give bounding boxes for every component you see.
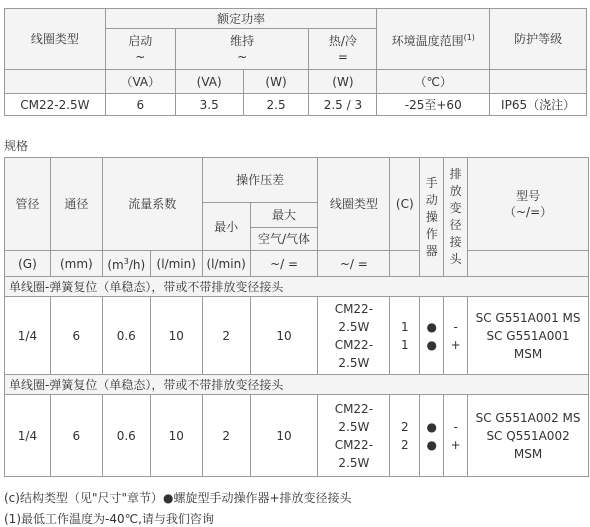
spec-table [4,157,589,477]
hold-header: 维持 ~ [175,29,309,70]
manual-cell: ● ● [420,395,444,477]
unit-tilde-coil: ~/ = [318,251,390,277]
model-cell: SC G551A002 MS SC Q551A002 MSM [468,395,589,477]
spec-label: 规格 [4,139,29,153]
protection-header: 防护等级 [490,9,587,70]
max-cell: 10 [250,297,318,375]
row-coil: CM22-2.5W [5,94,106,116]
coil-type-header: 线圈类型 [5,9,106,70]
footnote-temperature: (1)最低工作温度为-40℃,请与我们咨询 [4,512,214,526]
min-header: 最小 [202,203,250,251]
ambient-temp-header: 环境温度范围$^{(1)}$ [377,9,490,70]
model-header: 型号 （~/=） [468,158,589,251]
min-cell: 2 [202,395,250,477]
rated-power-header: 额定功率 [105,9,377,29]
flow-lmin-cell: 10 [150,297,202,375]
min-cell: 2 [202,297,250,375]
flow-lmin-cell: 10 [150,395,202,477]
row-hold-w: 2.5 [243,94,309,116]
bore-header: 通径 [50,158,102,251]
c-cell: 2 2 [390,395,420,477]
row-start: 6 [105,94,175,116]
flow-m3h-cell: 0.6 [102,395,150,477]
pipe-cell: 1/4 [5,395,51,477]
unit-tilde-max: ~/ = [250,251,318,277]
coil-type-header2: 线圈类型 [318,158,390,251]
unit-g: (G) [5,251,51,277]
exhaust-header: 排 放 变 径 接 头 [444,158,468,277]
unit-m3h: $(m^3/h)$ [102,251,150,277]
max-cell: 10 [250,395,318,477]
unit-va-hold: (VA) [175,70,243,94]
exhaust-cell: - + [444,395,468,477]
hotcold-header: 热/冷 = [309,29,377,70]
coil-cell: CM22- 2.5W CM22- 2.5W [318,395,390,477]
pipe-cell: 1/4 [5,297,51,375]
manual-cell: ● ● [420,297,444,375]
unit-w-hold: (W) [243,70,309,94]
bore-cell: 6 [50,297,102,375]
rated-power-table [4,8,587,116]
c-header: (C) [390,158,420,251]
start-header: 启动 ~ [105,29,175,70]
unit-w-hotcold: (W) [309,70,377,94]
row-ambient: -25至+60 [377,94,490,116]
c-cell: 1 1 [390,297,420,375]
model-cell: SC G551A001 MS SC G551A001 MSM [468,297,589,375]
unit-mm: (mm) [50,251,102,277]
row-hold-va: 3.5 [175,94,243,116]
air-gas-header: 空气/气体 [250,228,318,251]
group-title: 单线圈-弹簧复位（单稳态），带或不带排放变径接头 [5,277,589,297]
max-header: 最大 [250,203,318,228]
flow-header: 流量系数 [102,158,202,251]
footnote-structure: (c)结构类型（见"尺寸"章节）●螺旋型手动操作器+排放变径接头 [4,491,352,505]
flow-m3h-cell: 0.6 [102,297,150,375]
group-title: 单线圈-弹簧复位（单稳态），带或不带排放变径接头 [5,375,589,395]
unit-lmin-pressure: (l/min) [202,251,250,277]
coil-cell: CM22- 2.5W CM22- 2.5W [318,297,390,375]
unit-celsius: （℃） [377,70,490,94]
pipe-header: 管径 [5,158,51,251]
unit-va-start: （VA） [105,70,175,94]
unit-lmin-flow: (l/min) [150,251,202,277]
manual-header: 手 动 操 作 器 [420,158,444,277]
exhaust-cell: - + [444,297,468,375]
row-protection: IP65（浇注） [490,94,587,116]
bore-cell: 6 [50,395,102,477]
row-hotcold: 2.5 / 3 [309,94,377,116]
pressure-header: 操作压差 [202,158,318,203]
